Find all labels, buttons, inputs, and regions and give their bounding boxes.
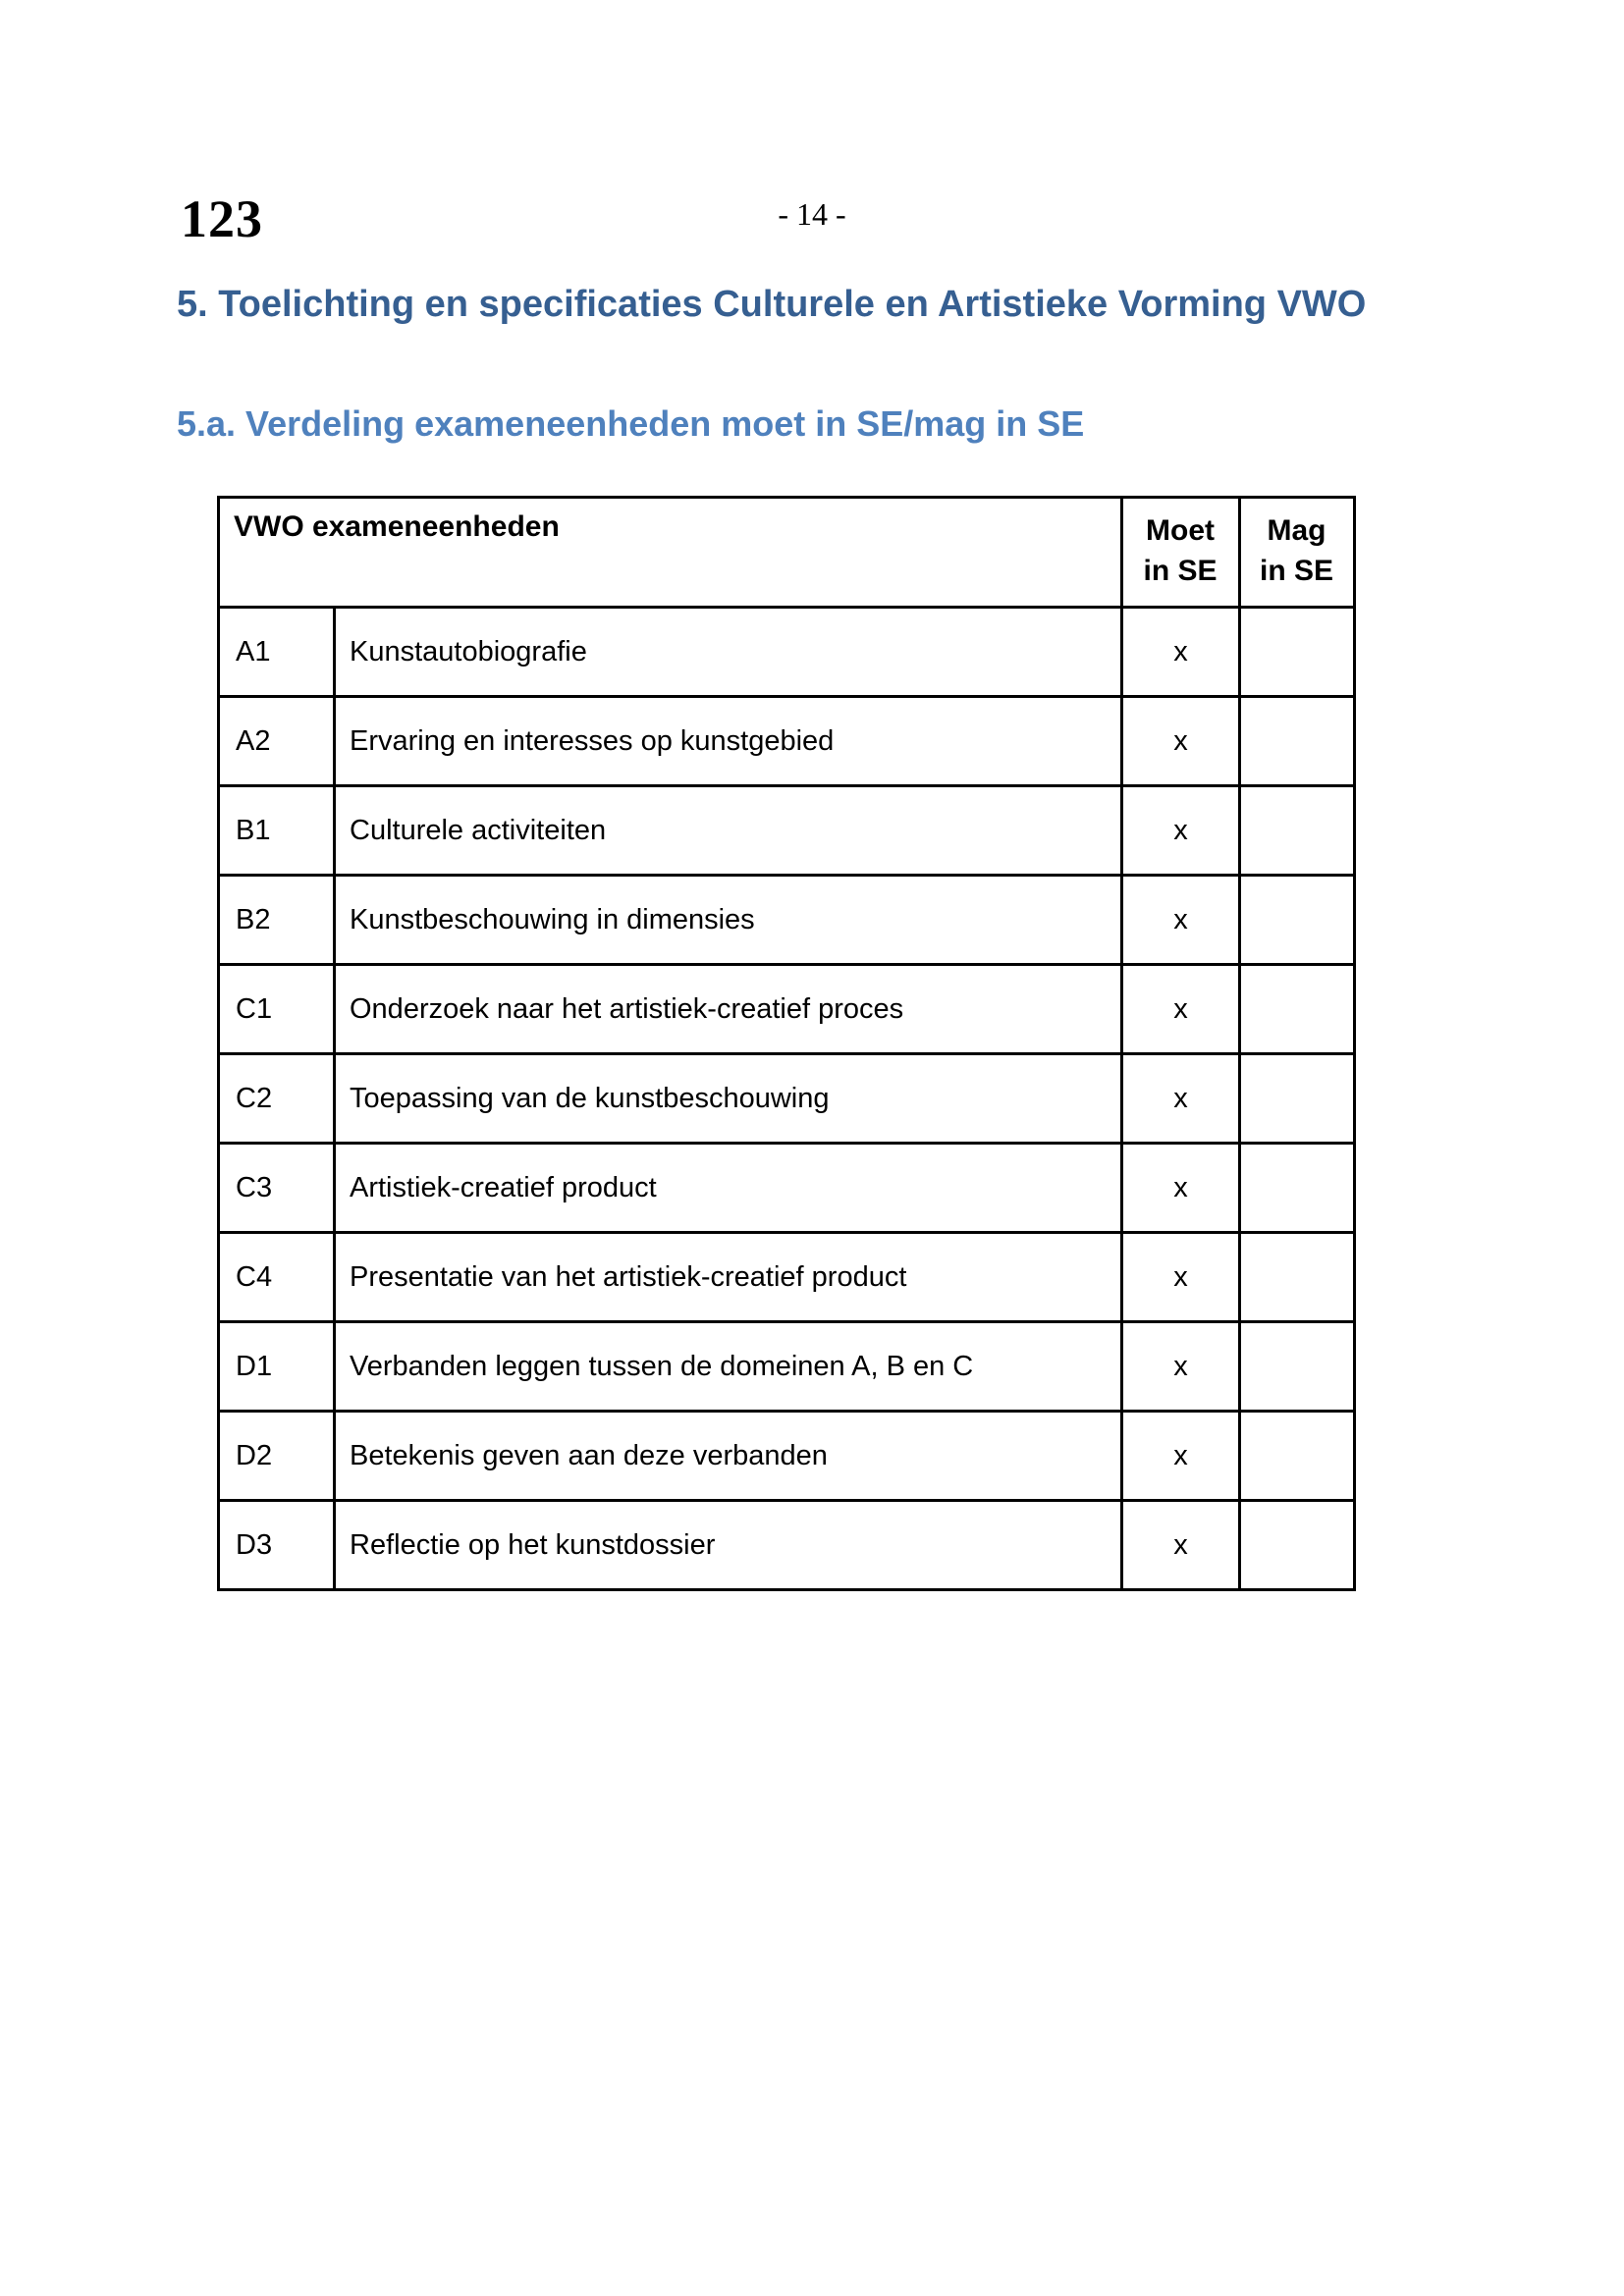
- mag-in-se-mark: [1240, 1412, 1355, 1501]
- section-heading: 5. Toelichting en specificaties Culturele en Artistieke Vorming VWO: [177, 284, 1367, 325]
- exam-unit-description: Toepassing van de kunstbeschouwing: [335, 1054, 1122, 1144]
- table-row: [219, 608, 1355, 697]
- exam-unit-code: C4: [219, 1233, 335, 1322]
- moet-in-se-mark: x: [1122, 1054, 1240, 1144]
- exam-unit-description: Onderzoek naar het artistiek-creatief proces: [335, 965, 1122, 1054]
- column-header-moet-line1: Moet: [1146, 514, 1215, 547]
- exam-unit-code: A2: [219, 697, 335, 786]
- mag-in-se-mark: [1240, 786, 1355, 876]
- exam-unit-code: C3: [219, 1144, 335, 1233]
- moet-in-se-mark: x: [1122, 1322, 1240, 1412]
- moet-in-se-mark: x: [1122, 1233, 1240, 1322]
- exam-unit-code: A1: [219, 608, 335, 697]
- mag-in-se-mark: [1240, 608, 1355, 697]
- moet-in-se-mark: x: [1122, 697, 1240, 786]
- mag-in-se-mark: [1240, 965, 1355, 1054]
- exam-unit-description: Presentatie van het artistiek-creatief product: [335, 1233, 1122, 1322]
- table-row: [219, 1322, 1355, 1412]
- exam-units-table: [217, 496, 1356, 1591]
- column-header-mag-line2: in SE: [1259, 555, 1333, 587]
- table-row: [219, 697, 1355, 786]
- exam-unit-code: D1: [219, 1322, 335, 1412]
- exam-unit-description: Betekenis geven aan deze verbanden: [335, 1412, 1122, 1501]
- mag-in-se-mark: [1240, 1501, 1355, 1590]
- moet-in-se-mark: x: [1122, 1412, 1240, 1501]
- table-row: [219, 1054, 1355, 1144]
- mag-in-se-mark: [1240, 1322, 1355, 1412]
- table-row: [219, 786, 1355, 876]
- exam-unit-description: Verbanden leggen tussen de domeinen A, B en C: [335, 1322, 1122, 1412]
- moet-in-se-mark: x: [1122, 876, 1240, 965]
- moet-in-se-mark: x: [1122, 1501, 1240, 1590]
- column-header-vwo-exameneenheden: VWO exameneenheden: [219, 498, 1122, 608]
- exam-unit-code: B1: [219, 786, 335, 876]
- document-number: 123: [181, 189, 263, 248]
- moet-in-se-mark: x: [1122, 786, 1240, 876]
- mag-in-se-mark: [1240, 1054, 1355, 1144]
- exam-unit-code: C1: [219, 965, 335, 1054]
- table-header-row: [219, 498, 1355, 608]
- table-row: [219, 1412, 1355, 1501]
- table-row: [219, 1501, 1355, 1590]
- column-header-mag-in-se: [1240, 498, 1355, 608]
- table-row: [219, 1233, 1355, 1322]
- mag-in-se-mark: [1240, 1144, 1355, 1233]
- column-header-mag-line1: Mag: [1267, 514, 1326, 547]
- exam-unit-code: D3: [219, 1501, 335, 1590]
- exam-unit-code: D2: [219, 1412, 335, 1501]
- exam-unit-description: Kunstbeschouwing in dimensies: [335, 876, 1122, 965]
- table-row: [219, 876, 1355, 965]
- mag-in-se-mark: [1240, 876, 1355, 965]
- exam-unit-code: C2: [219, 1054, 335, 1144]
- subsection-heading: 5.a. Verdeling exameneenheden moet in SE/mag in SE: [177, 403, 1085, 444]
- exam-unit-description: Kunstautobiografie: [335, 608, 1122, 697]
- mag-in-se-mark: [1240, 697, 1355, 786]
- page-number: - 14 -: [778, 196, 846, 232]
- mag-in-se-mark: [1240, 1233, 1355, 1322]
- exam-unit-code: B2: [219, 876, 335, 965]
- column-header-moet-line2: in SE: [1143, 555, 1218, 587]
- moet-in-se-mark: x: [1122, 1144, 1240, 1233]
- table-row: [219, 1144, 1355, 1233]
- moet-in-se-mark: x: [1122, 965, 1240, 1054]
- moet-in-se-mark: x: [1122, 608, 1240, 697]
- exam-unit-description: Reflectie op het kunstdossier: [335, 1501, 1122, 1590]
- table-row: [219, 965, 1355, 1054]
- exam-unit-description: Culturele activiteiten: [335, 786, 1122, 876]
- exam-unit-description: Ervaring en interesses op kunstgebied: [335, 697, 1122, 786]
- column-header-moet-in-se: [1122, 498, 1240, 608]
- exam-unit-description: Artistiek-creatief product: [335, 1144, 1122, 1233]
